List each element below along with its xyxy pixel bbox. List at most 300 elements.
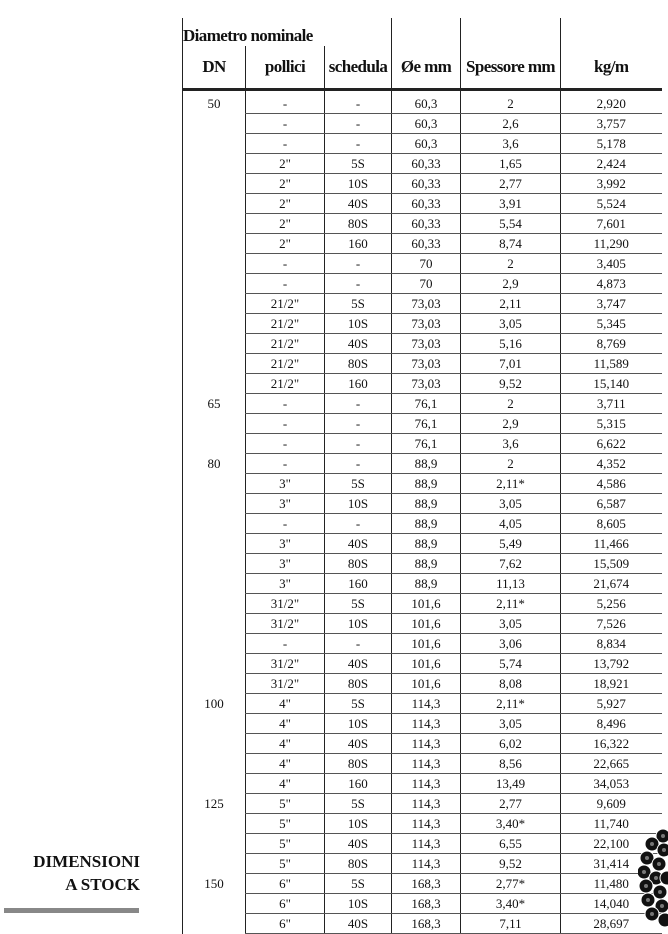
cell-pollici: - [246, 254, 325, 274]
cell-outer-diameter: 88,9 [392, 454, 461, 474]
cell-kg-per-m: 18,921 [561, 674, 662, 694]
cell-schedula: 80S [325, 854, 392, 874]
cell-dn [183, 734, 246, 754]
cell-outer-diameter: 114,3 [392, 794, 461, 814]
cell-dn: 100 [183, 694, 246, 714]
cell-dn [183, 354, 246, 374]
cell-schedula: 10S [325, 714, 392, 734]
cell-spessore: 8,56 [461, 754, 561, 774]
cell-kg-per-m: 11,290 [561, 234, 662, 254]
cell-outer-diameter: 76,1 [392, 394, 461, 414]
cell-kg-per-m: 22,665 [561, 754, 662, 774]
cell-spessore: 2,6 [461, 114, 561, 134]
cell-schedula: 80S [325, 674, 392, 694]
cell-pollici: 2" [246, 234, 325, 254]
cell-spessore: 13,49 [461, 774, 561, 794]
table-row [183, 914, 662, 934]
cell-spessore: 3,06 [461, 634, 561, 654]
cell-schedula: - [325, 274, 392, 294]
cell-kg-per-m: 5,524 [561, 194, 662, 214]
cell-outer-diameter: 101,6 [392, 654, 461, 674]
table-row [183, 114, 662, 134]
cell-dn [183, 534, 246, 554]
cell-outer-diameter: 88,9 [392, 554, 461, 574]
table-row [183, 594, 662, 614]
table-row [183, 554, 662, 574]
cell-schedula: 40S [325, 834, 392, 854]
cell-dn [183, 514, 246, 534]
cell-outer-diameter: 114,3 [392, 774, 461, 794]
table-row [183, 394, 662, 414]
header-spacer [561, 18, 662, 46]
cell-schedula: 160 [325, 374, 392, 394]
table-row [183, 174, 662, 194]
cell-schedula: - [325, 114, 392, 134]
table-row [183, 574, 662, 594]
cell-dn [183, 274, 246, 294]
cell-pollici: - [246, 634, 325, 654]
cell-kg-per-m: 11,589 [561, 354, 662, 374]
cell-kg-per-m: 9,609 [561, 794, 662, 814]
cell-spessore: 2 [461, 90, 561, 114]
cell-kg-per-m: 8,769 [561, 334, 662, 354]
table-row [183, 874, 662, 894]
cell-kg-per-m: 4,586 [561, 474, 662, 494]
cell-kg-per-m: 8,496 [561, 714, 662, 734]
cell-dn [183, 834, 246, 854]
cell-dn: 65 [183, 394, 246, 414]
cell-kg-per-m: 4,873 [561, 274, 662, 294]
table-row [183, 474, 662, 494]
cell-spessore: 2,77 [461, 174, 561, 194]
table-row [183, 514, 662, 534]
cell-kg-per-m: 14,040 [561, 894, 662, 914]
cell-schedula: 80S [325, 214, 392, 234]
cell-spessore: 2,11* [461, 594, 561, 614]
cell-dn [183, 294, 246, 314]
cell-outer-diameter: 60,3 [392, 114, 461, 134]
cell-spessore: 5,74 [461, 654, 561, 674]
cell-pollici: - [246, 394, 325, 414]
cell-spessore: 2 [461, 254, 561, 274]
cell-pollici: 21/2" [246, 294, 325, 314]
cell-outer-diameter: 73,03 [392, 334, 461, 354]
table-row [183, 194, 662, 214]
table-row [183, 634, 662, 654]
cell-schedula: - [325, 254, 392, 274]
table-row [183, 774, 662, 794]
cell-spessore: 7,11 [461, 914, 561, 934]
cell-outer-diameter: 76,1 [392, 414, 461, 434]
cell-kg-per-m: 28,697 [561, 914, 662, 934]
cell-dn [183, 894, 246, 914]
cell-kg-per-m: 22,100 [561, 834, 662, 854]
cell-schedula: - [325, 454, 392, 474]
cell-kg-per-m: 21,674 [561, 574, 662, 594]
table-row [183, 294, 662, 314]
cell-dn [183, 494, 246, 514]
cell-dn [183, 194, 246, 214]
cell-pollici: 2" [246, 194, 325, 214]
table-row [183, 254, 662, 274]
cell-pollici: - [246, 90, 325, 114]
cell-outer-diameter: 114,3 [392, 834, 461, 854]
cell-dn: 125 [183, 794, 246, 814]
cell-pollici: 5" [246, 834, 325, 854]
cell-pollici: 6" [246, 894, 325, 914]
cell-outer-diameter: 88,9 [392, 474, 461, 494]
cell-schedula: - [325, 634, 392, 654]
cell-spessore: 3,05 [461, 714, 561, 734]
header-diametro-nominale: Diametro nominale [183, 18, 392, 46]
cell-kg-per-m: 2,920 [561, 90, 662, 114]
cell-dn [183, 654, 246, 674]
cell-pollici: - [246, 274, 325, 294]
cell-pollici: 21/2" [246, 314, 325, 334]
cell-pollici: 2" [246, 174, 325, 194]
cell-kg-per-m: 3,757 [561, 114, 662, 134]
cell-schedula: 40S [325, 334, 392, 354]
cell-dn [183, 374, 246, 394]
cell-schedula: 5S [325, 794, 392, 814]
cell-pollici: 21/2" [246, 374, 325, 394]
table-row [183, 494, 662, 514]
cell-pollici: - [246, 434, 325, 454]
cell-outer-diameter: 101,6 [392, 594, 461, 614]
cell-dn [183, 434, 246, 454]
table-row [183, 894, 662, 914]
cell-pollici: 5" [246, 854, 325, 874]
cell-spessore: 3,05 [461, 314, 561, 334]
table-row [183, 454, 662, 474]
table-row [183, 654, 662, 674]
cell-pollici: - [246, 114, 325, 134]
cell-kg-per-m: 5,178 [561, 134, 662, 154]
cell-dn [183, 674, 246, 694]
cell-outer-diameter: 114,3 [392, 734, 461, 754]
cell-kg-per-m: 16,322 [561, 734, 662, 754]
cell-spessore: 2,77 [461, 794, 561, 814]
cell-schedula: 160 [325, 234, 392, 254]
table-row [183, 414, 662, 434]
cell-schedula: 40S [325, 534, 392, 554]
cell-outer-diameter: 168,3 [392, 914, 461, 934]
cell-outer-diameter: 101,6 [392, 674, 461, 694]
cell-spessore: 11,13 [461, 574, 561, 594]
cell-spessore: 1,65 [461, 154, 561, 174]
cell-dn [183, 214, 246, 234]
cell-outer-diameter: 70 [392, 274, 461, 294]
cell-pollici: 4" [246, 774, 325, 794]
cell-kg-per-m: 11,480 [561, 874, 662, 894]
cell-schedula: - [325, 514, 392, 534]
cell-outer-diameter: 60,33 [392, 174, 461, 194]
table-row [183, 314, 662, 334]
cell-dn [183, 554, 246, 574]
side-title-line2: A STOCK [65, 875, 140, 894]
header-pollici: pollici [246, 46, 325, 90]
cell-schedula: - [325, 414, 392, 434]
cell-dn [183, 774, 246, 794]
cell-schedula: 160 [325, 774, 392, 794]
cell-pollici: 21/2" [246, 354, 325, 374]
cell-dn [183, 474, 246, 494]
cell-pollici: - [246, 414, 325, 434]
cell-spessore: 2,11* [461, 474, 561, 494]
cell-dn [183, 614, 246, 634]
cell-schedula: - [325, 394, 392, 414]
cell-pollici: 4" [246, 734, 325, 754]
cell-outer-diameter: 88,9 [392, 514, 461, 534]
table-row [183, 674, 662, 694]
cell-pollici: 3" [246, 534, 325, 554]
cell-dn: 50 [183, 90, 246, 114]
cell-schedula: 5S [325, 594, 392, 614]
header-spacer [392, 18, 461, 46]
cell-spessore: 2 [461, 394, 561, 414]
cell-pollici: 3" [246, 554, 325, 574]
cell-kg-per-m: 3,405 [561, 254, 662, 274]
cell-pollici: 6" [246, 874, 325, 894]
cell-spessore: 2 [461, 454, 561, 474]
header-outer-diameter: Øe mm [392, 46, 461, 90]
cell-schedula: 80S [325, 754, 392, 774]
cell-dn [183, 114, 246, 134]
cell-schedula: 10S [325, 494, 392, 514]
cell-pollici: 5" [246, 794, 325, 814]
cell-dn [183, 574, 246, 594]
cell-dn [183, 254, 246, 274]
cell-kg-per-m: 7,526 [561, 614, 662, 634]
cell-spessore: 7,62 [461, 554, 561, 574]
side-title-line1: DIMENSIONI [33, 852, 140, 871]
cell-pollici: - [246, 134, 325, 154]
cell-schedula: - [325, 90, 392, 114]
cell-outer-diameter: 114,3 [392, 854, 461, 874]
table-row [183, 214, 662, 234]
cell-outer-diameter: 114,3 [392, 714, 461, 734]
cell-schedula: 5S [325, 474, 392, 494]
cell-kg-per-m: 15,509 [561, 554, 662, 574]
cell-schedula: 10S [325, 894, 392, 914]
cell-spessore: 6,02 [461, 734, 561, 754]
table-row [183, 90, 662, 114]
cell-schedula: 10S [325, 814, 392, 834]
cell-pollici: 31/2" [246, 594, 325, 614]
cell-pollici: 3" [246, 494, 325, 514]
cell-kg-per-m: 3,711 [561, 394, 662, 414]
table-row [183, 434, 662, 454]
cell-dn [183, 914, 246, 934]
cell-pollici: 3" [246, 574, 325, 594]
cell-schedula: 5S [325, 874, 392, 894]
cell-kg-per-m: 5,345 [561, 314, 662, 334]
cell-outer-diameter: 114,3 [392, 694, 461, 714]
table-row [183, 354, 662, 374]
cell-outer-diameter: 168,3 [392, 894, 461, 914]
cell-dn [183, 314, 246, 334]
cell-kg-per-m: 7,601 [561, 214, 662, 234]
cell-spessore: 9,52 [461, 854, 561, 874]
cell-spessore: 2,9 [461, 414, 561, 434]
cell-kg-per-m: 2,424 [561, 154, 662, 174]
cell-kg-per-m: 6,622 [561, 434, 662, 454]
cell-outer-diameter: 168,3 [392, 874, 461, 894]
table-body [183, 90, 662, 934]
cell-outer-diameter: 60,3 [392, 90, 461, 114]
cell-outer-diameter: 101,6 [392, 634, 461, 654]
cell-spessore: 8,08 [461, 674, 561, 694]
cell-dn [183, 334, 246, 354]
cell-outer-diameter: 73,03 [392, 354, 461, 374]
cell-schedula: 80S [325, 354, 392, 374]
cell-pollici: 21/2" [246, 334, 325, 354]
cell-kg-per-m: 3,747 [561, 294, 662, 314]
cell-spessore: 4,05 [461, 514, 561, 534]
cell-spessore: 5,16 [461, 334, 561, 354]
cell-spessore: 6,55 [461, 834, 561, 854]
cell-spessore: 9,52 [461, 374, 561, 394]
cell-outer-diameter: 60,33 [392, 234, 461, 254]
cell-schedula: 5S [325, 294, 392, 314]
cell-spessore: 3,05 [461, 614, 561, 634]
cell-kg-per-m: 5,927 [561, 694, 662, 714]
cell-outer-diameter: 60,3 [392, 134, 461, 154]
cell-outer-diameter: 73,03 [392, 314, 461, 334]
cell-schedula: 40S [325, 914, 392, 934]
cell-schedula: 5S [325, 154, 392, 174]
cell-schedula: 10S [325, 174, 392, 194]
header-spacer [461, 18, 561, 46]
cell-spessore: 3,40* [461, 814, 561, 834]
cell-spessore: 7,01 [461, 354, 561, 374]
cell-spessore: 2,77* [461, 874, 561, 894]
table-row [183, 714, 662, 734]
cell-outer-diameter: 70 [392, 254, 461, 274]
cell-schedula: 10S [325, 314, 392, 334]
cell-kg-per-m: 3,992 [561, 174, 662, 194]
cell-outer-diameter: 73,03 [392, 294, 461, 314]
cell-schedula: 40S [325, 654, 392, 674]
cell-outer-diameter: 73,03 [392, 374, 461, 394]
table-row [183, 234, 662, 254]
cell-kg-per-m: 8,605 [561, 514, 662, 534]
cell-schedula: - [325, 434, 392, 454]
header-dn: DN [183, 46, 246, 90]
cell-outer-diameter: 60,33 [392, 154, 461, 174]
cell-spessore: 3,91 [461, 194, 561, 214]
cell-spessore: 5,49 [461, 534, 561, 554]
cell-spessore: 2,9 [461, 274, 561, 294]
cell-spessore: 5,54 [461, 214, 561, 234]
cell-kg-per-m: 34,053 [561, 774, 662, 794]
cell-kg-per-m: 8,834 [561, 634, 662, 654]
table-row [183, 614, 662, 634]
cell-pollici: 31/2" [246, 614, 325, 634]
header-kg-per-m: kg/m [561, 46, 662, 90]
cell-dn [183, 414, 246, 434]
cell-pollici: 6" [246, 914, 325, 934]
cell-pollici: 3" [246, 474, 325, 494]
cell-pollici: 4" [246, 694, 325, 714]
cell-dn [183, 154, 246, 174]
side-title [20, 850, 140, 896]
table-row [183, 854, 662, 874]
cell-dn [183, 714, 246, 734]
cell-schedula: 40S [325, 734, 392, 754]
cell-dn [183, 134, 246, 154]
cell-schedula: 10S [325, 614, 392, 634]
table-row [183, 694, 662, 714]
cell-outer-diameter: 114,3 [392, 754, 461, 774]
cell-outer-diameter: 60,33 [392, 214, 461, 234]
cell-outer-diameter: 88,9 [392, 574, 461, 594]
cell-schedula: 80S [325, 554, 392, 574]
cell-dn [183, 814, 246, 834]
cell-dn [183, 174, 246, 194]
cell-outer-diameter: 60,33 [392, 194, 461, 214]
table-row [183, 134, 662, 154]
cell-kg-per-m: 11,466 [561, 534, 662, 554]
table-row [183, 834, 662, 854]
cell-pollici: - [246, 514, 325, 534]
cell-schedula: 40S [325, 194, 392, 214]
title-rule [4, 908, 139, 913]
cell-kg-per-m: 4,352 [561, 454, 662, 474]
cell-pollici: - [246, 454, 325, 474]
cell-schedula: 160 [325, 574, 392, 594]
pipe-bundle-icon [638, 822, 668, 932]
cell-spessore: 3,6 [461, 134, 561, 154]
cell-outer-diameter: 88,9 [392, 494, 461, 514]
cell-pollici: 4" [246, 754, 325, 774]
cell-schedula: 5S [325, 694, 392, 714]
cell-outer-diameter: 76,1 [392, 434, 461, 454]
cell-dn [183, 594, 246, 614]
table-row [183, 274, 662, 294]
cell-dn: 80 [183, 454, 246, 474]
cell-dn [183, 854, 246, 874]
cell-pollici: 31/2" [246, 674, 325, 694]
cell-kg-per-m: 15,140 [561, 374, 662, 394]
cell-spessore: 2,11* [461, 694, 561, 714]
cell-dn: 150 [183, 874, 246, 894]
table-row [183, 534, 662, 554]
cell-kg-per-m: 11,740 [561, 814, 662, 834]
cell-pollici: 2" [246, 154, 325, 174]
cell-pollici: 5" [246, 814, 325, 834]
cell-kg-per-m: 5,315 [561, 414, 662, 434]
cell-dn [183, 234, 246, 254]
cell-dn [183, 634, 246, 654]
cell-pollici: 31/2" [246, 654, 325, 674]
table-row [183, 754, 662, 774]
header-schedula: schedula [325, 46, 392, 90]
cell-outer-diameter: 101,6 [392, 614, 461, 634]
cell-pollici: 2" [246, 214, 325, 234]
cell-spessore: 3,40* [461, 894, 561, 914]
dimensions-table [182, 18, 662, 934]
cell-kg-per-m: 13,792 [561, 654, 662, 674]
table-row [183, 374, 662, 394]
table-row [183, 334, 662, 354]
cell-spessore: 2,11 [461, 294, 561, 314]
cell-pollici: 4" [246, 714, 325, 734]
cell-outer-diameter: 114,3 [392, 814, 461, 834]
cell-schedula: - [325, 134, 392, 154]
table-row [183, 794, 662, 814]
cell-outer-diameter: 88,9 [392, 534, 461, 554]
